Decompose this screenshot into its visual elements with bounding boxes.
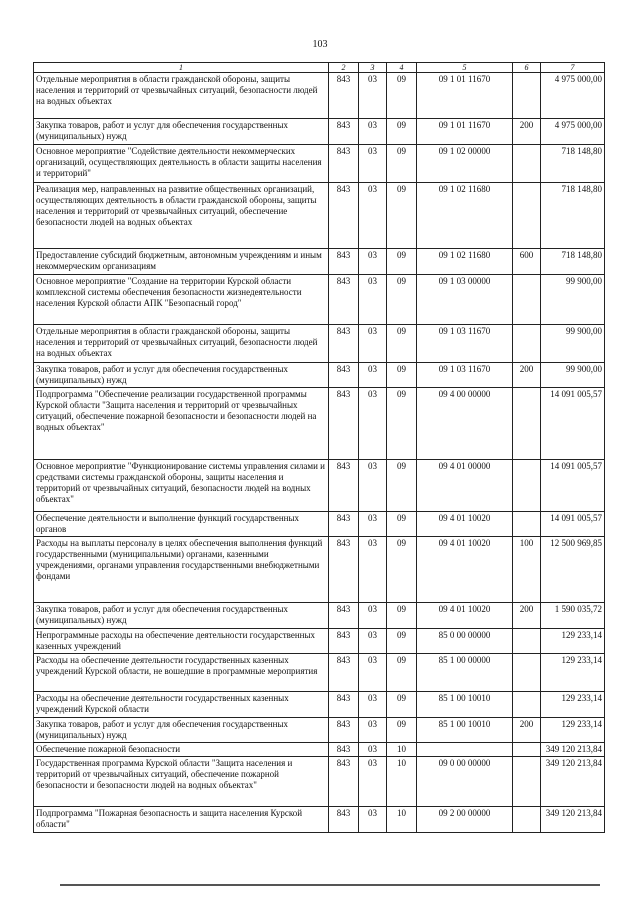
row-grbs-cell: 843 bbox=[329, 807, 359, 833]
row-grbs-cell: 843 bbox=[329, 325, 359, 363]
row-target-article-cell: 09 1 02 11680 bbox=[417, 249, 513, 275]
row-expense-type-cell bbox=[513, 692, 541, 718]
row-amount-cell: 14 091 005,57 bbox=[541, 460, 605, 512]
row-subsection-cell: 09 bbox=[387, 654, 417, 692]
row-section-cell: 03 bbox=[359, 512, 387, 537]
row-section-cell: 03 bbox=[359, 460, 387, 512]
row-grbs-cell: 843 bbox=[329, 363, 359, 388]
row-amount-cell: 129 233,14 bbox=[541, 692, 605, 718]
row-grbs-cell: 843 bbox=[329, 460, 359, 512]
row-name-cell: Непрограммные расходы на обеспечение деятельности государственных казенных учреждений bbox=[34, 629, 329, 654]
table-body bbox=[34, 73, 605, 833]
row-name-cell: Основное мероприятие "Содействие деятельности некоммерческих организаций, осуществляющих деятельность в области защиты населения и территорий" bbox=[34, 145, 329, 183]
row-amount-cell: 12 500 969,85 bbox=[541, 537, 605, 603]
column-header: 1 bbox=[34, 63, 329, 73]
row-amount-cell: 99 900,00 bbox=[541, 363, 605, 388]
row-grbs-cell: 843 bbox=[329, 603, 359, 629]
row-target-article-cell: 09 1 02 11680 bbox=[417, 183, 513, 249]
row-section-cell: 03 bbox=[359, 743, 387, 757]
row-name-cell: Предоставление субсидий бюджетным, автономным учреждениям и иным некоммерческим организациям bbox=[34, 249, 329, 275]
row-grbs-cell: 843 bbox=[329, 275, 359, 325]
row-name-cell: Расходы на обеспечение деятельности государственных казенных учреждений Курской области, не вошедшие в программные мероприятия bbox=[34, 654, 329, 692]
row-subsection-cell: 09 bbox=[387, 388, 417, 460]
row-amount-cell: 129 233,14 bbox=[541, 629, 605, 654]
row-target-article-cell: 09 1 03 00000 bbox=[417, 275, 513, 325]
row-grbs-cell: 843 bbox=[329, 718, 359, 743]
row-section-cell: 03 bbox=[359, 388, 387, 460]
row-subsection-cell: 09 bbox=[387, 275, 417, 325]
row-amount-cell: 349 120 213,84 bbox=[541, 757, 605, 807]
row-subsection-cell: 09 bbox=[387, 183, 417, 249]
row-amount-cell: 349 120 213,84 bbox=[541, 807, 605, 833]
bottom-rule bbox=[60, 884, 600, 886]
row-grbs-cell: 843 bbox=[329, 757, 359, 807]
row-section-cell: 03 bbox=[359, 363, 387, 388]
row-expense-type-cell bbox=[513, 275, 541, 325]
table-row bbox=[34, 512, 605, 537]
row-grbs-cell: 843 bbox=[329, 692, 359, 718]
row-expense-type-cell bbox=[513, 757, 541, 807]
row-expense-type-cell bbox=[513, 743, 541, 757]
table-row bbox=[34, 692, 605, 718]
row-name-cell: Подпрограмма "Обеспечение реализации государственной программы Курской области "Защита населения и территорий от чрезвычайных ситуаций, обеспечение пожарной безопасности и безопасности людей на водных объектах" bbox=[34, 388, 329, 460]
row-subsection-cell: 10 bbox=[387, 757, 417, 807]
row-name-cell: Обеспечение пожарной безопасности bbox=[34, 743, 329, 757]
row-section-cell: 03 bbox=[359, 145, 387, 183]
row-target-article-cell: 09 1 02 00000 bbox=[417, 145, 513, 183]
column-header: 4 bbox=[387, 63, 417, 73]
row-section-cell: 03 bbox=[359, 757, 387, 807]
row-grbs-cell: 843 bbox=[329, 743, 359, 757]
row-amount-cell: 1 590 035,72 bbox=[541, 603, 605, 629]
row-expense-type-cell: 600 bbox=[513, 249, 541, 275]
row-expense-type-cell: 100 bbox=[513, 537, 541, 603]
row-section-cell: 03 bbox=[359, 325, 387, 363]
row-expense-type-cell bbox=[513, 183, 541, 249]
row-section-cell: 03 bbox=[359, 807, 387, 833]
row-name-cell: Обеспечение деятельности и выполнение функций государственных органов bbox=[34, 512, 329, 537]
row-target-article-cell: 85 1 00 10010 bbox=[417, 692, 513, 718]
row-subsection-cell: 10 bbox=[387, 743, 417, 757]
row-name-cell: Закупка товаров, работ и услуг для обеспечения государственных (муниципальных) нужд bbox=[34, 363, 329, 388]
row-expense-type-cell: 200 bbox=[513, 119, 541, 145]
row-target-article-cell: 85 0 00 00000 bbox=[417, 629, 513, 654]
row-name-cell: Закупка товаров, работ и услуг для обеспечения государственных (муниципальных) нужд bbox=[34, 718, 329, 743]
row-name-cell: Отдельные мероприятия в области гражданской обороны, защиты населения и территорий от чрезвычайных ситуаций, безопасности людей на водных объектах bbox=[34, 73, 329, 119]
row-grbs-cell: 843 bbox=[329, 512, 359, 537]
row-target-article-cell: 09 4 01 00000 bbox=[417, 460, 513, 512]
row-name-cell: Закупка товаров, работ и услуг для обеспечения государственных (муниципальных) нужд bbox=[34, 603, 329, 629]
row-name-cell: Подпрограмма "Пожарная безопасность и защита населения Курской области" bbox=[34, 807, 329, 833]
column-header: 2 bbox=[329, 63, 359, 73]
row-amount-cell: 14 091 005,57 bbox=[541, 388, 605, 460]
row-expense-type-cell bbox=[513, 512, 541, 537]
table-row bbox=[34, 743, 605, 757]
row-name-cell: Отдельные мероприятия в области гражданской обороны, защиты населения и территорий от чрезвычайных ситуаций, безопасности людей на водных объектах bbox=[34, 325, 329, 363]
row-name-cell: Реализация мер, направленных на развитие общественных организаций, осуществляющих деятельность в области гражданской обороны, защиты населения и территорий от чрезвычайных ситуаций, обеспечение безопасности людей на водных объектах bbox=[34, 183, 329, 249]
row-amount-cell: 4 975 000,00 bbox=[541, 119, 605, 145]
table-row bbox=[34, 145, 605, 183]
row-grbs-cell: 843 bbox=[329, 654, 359, 692]
row-expense-type-cell bbox=[513, 460, 541, 512]
row-name-cell: Основное мероприятие "Создание на территории Курской области комплексной системы обеспечения безопасности жизнедеятельности населения Курской области АПК "Безопасный город" bbox=[34, 275, 329, 325]
table-row bbox=[34, 119, 605, 145]
row-section-cell: 03 bbox=[359, 629, 387, 654]
row-expense-type-cell bbox=[513, 654, 541, 692]
row-amount-cell: 349 120 213,84 bbox=[541, 743, 605, 757]
row-expense-type-cell bbox=[513, 73, 541, 119]
row-amount-cell: 4 975 000,00 bbox=[541, 73, 605, 119]
table-header-row bbox=[34, 63, 605, 73]
row-name-cell: Расходы на обеспечение деятельности государственных казенных учреждений Курской области bbox=[34, 692, 329, 718]
row-grbs-cell: 843 bbox=[329, 145, 359, 183]
row-amount-cell: 14 091 005,57 bbox=[541, 512, 605, 537]
row-section-cell: 03 bbox=[359, 119, 387, 145]
row-amount-cell: 129 233,14 bbox=[541, 718, 605, 743]
table-row bbox=[34, 757, 605, 807]
row-target-article-cell: 09 2 00 00000 bbox=[417, 807, 513, 833]
row-subsection-cell: 09 bbox=[387, 119, 417, 145]
row-target-article-cell bbox=[417, 743, 513, 757]
row-target-article-cell: 09 4 01 10020 bbox=[417, 603, 513, 629]
row-subsection-cell: 10 bbox=[387, 807, 417, 833]
budget-table bbox=[33, 62, 605, 833]
row-name-cell: Расходы на выплаты персоналу в целях обеспечения выполнения функций государственными (муниципальными) органами, казенными учреждениями, органами управления государственными внебюджетными фондами bbox=[34, 537, 329, 603]
table-row bbox=[34, 718, 605, 743]
row-subsection-cell: 09 bbox=[387, 145, 417, 183]
row-amount-cell: 99 900,00 bbox=[541, 325, 605, 363]
column-header: 5 bbox=[417, 63, 513, 73]
page-number: 103 bbox=[312, 39, 328, 50]
row-subsection-cell: 09 bbox=[387, 460, 417, 512]
row-target-article-cell: 09 0 00 00000 bbox=[417, 757, 513, 807]
row-grbs-cell: 843 bbox=[329, 249, 359, 275]
row-target-article-cell: 09 4 01 10020 bbox=[417, 512, 513, 537]
row-grbs-cell: 843 bbox=[329, 183, 359, 249]
row-subsection-cell: 09 bbox=[387, 537, 417, 603]
row-subsection-cell: 09 bbox=[387, 603, 417, 629]
row-grbs-cell: 843 bbox=[329, 119, 359, 145]
row-grbs-cell: 843 bbox=[329, 629, 359, 654]
row-expense-type-cell bbox=[513, 145, 541, 183]
row-subsection-cell: 09 bbox=[387, 629, 417, 654]
row-target-article-cell: 09 4 00 00000 bbox=[417, 388, 513, 460]
row-expense-type-cell bbox=[513, 325, 541, 363]
table-row bbox=[34, 603, 605, 629]
row-amount-cell: 99 900,00 bbox=[541, 275, 605, 325]
table-row bbox=[34, 249, 605, 275]
row-section-cell: 03 bbox=[359, 73, 387, 119]
row-subsection-cell: 09 bbox=[387, 73, 417, 119]
row-amount-cell: 718 148,80 bbox=[541, 145, 605, 183]
row-amount-cell: 718 148,80 bbox=[541, 183, 605, 249]
table-row bbox=[34, 388, 605, 460]
row-target-article-cell: 09 1 03 11670 bbox=[417, 325, 513, 363]
row-expense-type-cell: 200 bbox=[513, 363, 541, 388]
row-subsection-cell: 09 bbox=[387, 692, 417, 718]
row-expense-type-cell: 200 bbox=[513, 603, 541, 629]
row-name-cell: Основное мероприятие "Функционирование системы управления силами и средствами системы гражданской обороны, защиты населения и территорий от чрезвычайных ситуаций, безопасности людей на водных объектах" bbox=[34, 460, 329, 512]
row-target-article-cell: 85 1 00 10010 bbox=[417, 718, 513, 743]
table-row bbox=[34, 654, 605, 692]
row-expense-type-cell: 200 bbox=[513, 718, 541, 743]
row-subsection-cell: 09 bbox=[387, 718, 417, 743]
row-name-cell: Закупка товаров, работ и услуг для обеспечения государственных (муниципальных) нужд bbox=[34, 119, 329, 145]
table-row bbox=[34, 460, 605, 512]
row-section-cell: 03 bbox=[359, 654, 387, 692]
column-header: 6 bbox=[513, 63, 541, 73]
table-row bbox=[34, 629, 605, 654]
row-expense-type-cell bbox=[513, 388, 541, 460]
row-section-cell: 03 bbox=[359, 275, 387, 325]
row-subsection-cell: 09 bbox=[387, 512, 417, 537]
row-section-cell: 03 bbox=[359, 692, 387, 718]
table-row bbox=[34, 325, 605, 363]
row-section-cell: 03 bbox=[359, 183, 387, 249]
table-row bbox=[34, 807, 605, 833]
row-section-cell: 03 bbox=[359, 718, 387, 743]
table-row bbox=[34, 73, 605, 119]
row-grbs-cell: 843 bbox=[329, 73, 359, 119]
row-grbs-cell: 843 bbox=[329, 388, 359, 460]
row-grbs-cell: 843 bbox=[329, 537, 359, 603]
row-subsection-cell: 09 bbox=[387, 325, 417, 363]
table-row bbox=[34, 537, 605, 603]
row-target-article-cell: 85 1 00 00000 bbox=[417, 654, 513, 692]
row-target-article-cell: 09 1 01 11670 bbox=[417, 119, 513, 145]
column-header: 3 bbox=[359, 63, 387, 73]
table-row bbox=[34, 183, 605, 249]
row-target-article-cell: 09 1 01 11670 bbox=[417, 73, 513, 119]
row-expense-type-cell bbox=[513, 629, 541, 654]
row-subsection-cell: 09 bbox=[387, 249, 417, 275]
row-amount-cell: 718 148,80 bbox=[541, 249, 605, 275]
row-subsection-cell: 09 bbox=[387, 363, 417, 388]
row-name-cell: Государственная программа Курской области "Защита населения и территорий от чрезвычайных ситуаций, обеспечение пожарной безопасности и безопасности людей на водных объектах" bbox=[34, 757, 329, 807]
row-amount-cell: 129 233,14 bbox=[541, 654, 605, 692]
table-row bbox=[34, 363, 605, 388]
column-header: 7 bbox=[541, 63, 605, 73]
row-section-cell: 03 bbox=[359, 249, 387, 275]
row-section-cell: 03 bbox=[359, 603, 387, 629]
row-target-article-cell: 09 1 03 11670 bbox=[417, 363, 513, 388]
row-expense-type-cell bbox=[513, 807, 541, 833]
row-target-article-cell: 09 4 01 10020 bbox=[417, 537, 513, 603]
row-section-cell: 03 bbox=[359, 537, 387, 603]
table-row bbox=[34, 275, 605, 325]
